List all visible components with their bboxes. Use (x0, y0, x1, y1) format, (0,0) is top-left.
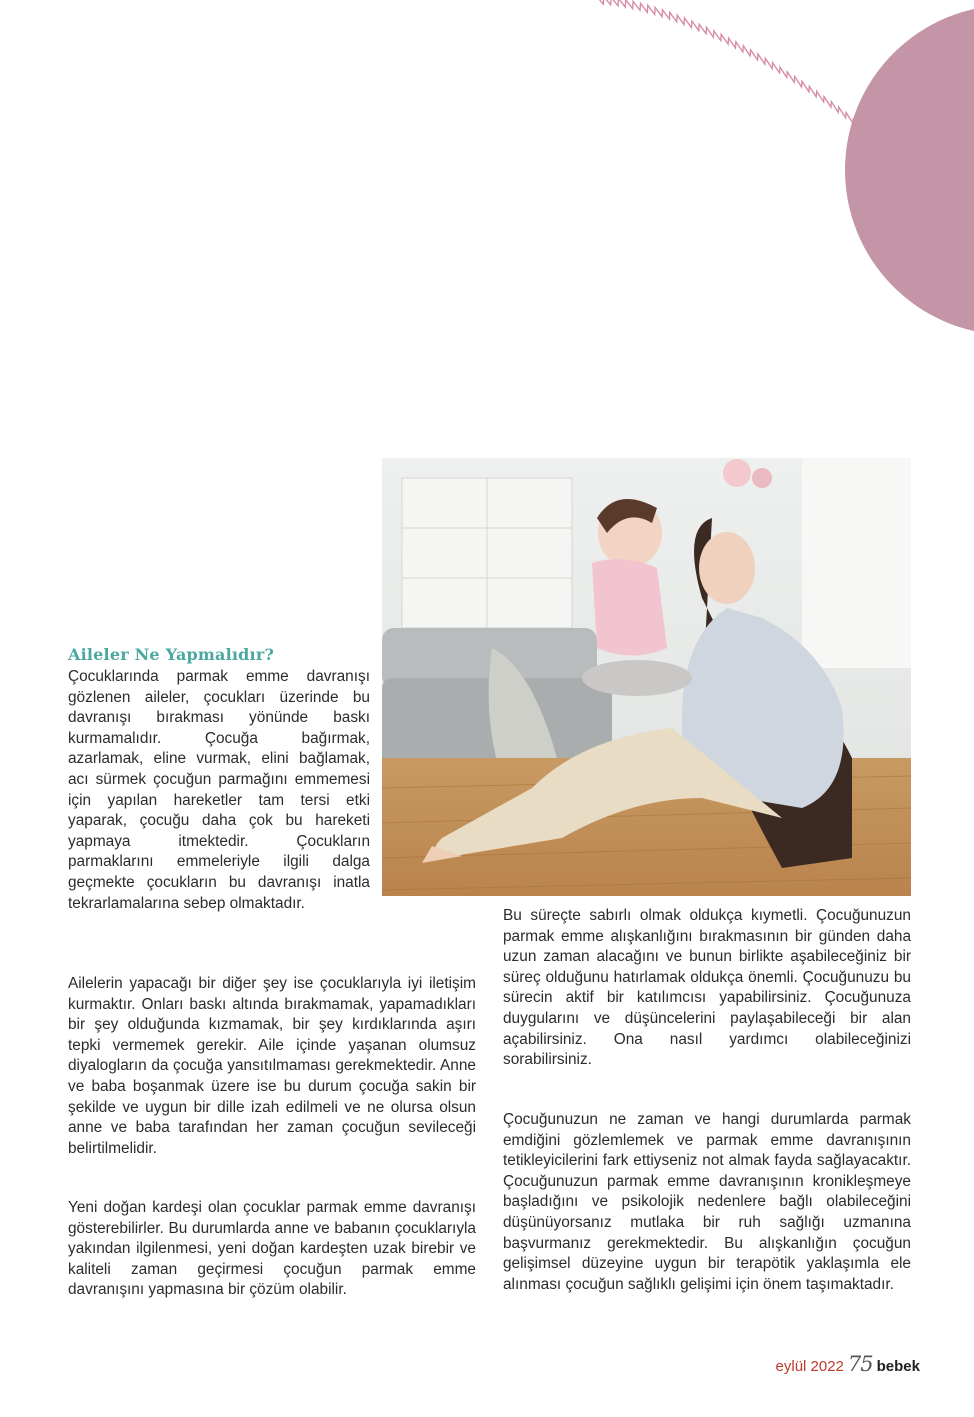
mother-and-child-photo (382, 458, 911, 896)
zigzag-line-decoration (596, 0, 853, 123)
magazine-name: bebek (876, 1358, 920, 1375)
left-column-paragraph-2: Ailelerin yapacağı bir diğer şey ise çocuklarıyla iyi iletişim kurmaktır. Onları baskı altında bırakmamak, yapamadıkları bir şey olduğunda kızmamak, bir şey kırdıklarında aşırı tepki vermemek gerekir. Aile içinde yaşanan olumsuz diyalogların da çocuğa yansıtılmaması gerekmektedir. Anne ve baba boşanmak üzere ise bu durum çocuğa sakin bir şekilde ve uygun bir dille izah edilmeli ve ne olursa olsun anne ve baba tarafından her zaman çocuğun sevileceği belirtilmelidir. (68, 975, 476, 1157)
issue-date: eylül 2022 (775, 1358, 844, 1375)
page-footer (740, 1352, 920, 1376)
right-column-paragraph-1: Bu süreçte sabırlı olmak oldukça kıymetli. Çocuğunuzun parmak emme alışkanlığını bırakmasının bir günden daha uzun zaman alacağını ve bunun birlikte aşabileceğiniz bir süreç olduğunu hatırlamak oldukça önemli. Çocuğunuzu bu sürecin aktif bir katılımcısı yapabilirsiniz. Çocuğunuza duygularını ve düşüncelerini paylaşabileceği bir alan açabilirsiniz. Ona nasıl yardımcı olabileceğinizi sorabilirsiniz. (503, 907, 911, 1069)
section-heading: Aileler Ne Yapmalıdır? (68, 645, 275, 664)
right-column-paragraph-2: Çocuğunuzun ne zaman ve hangi durumlarda parmak emdiğini gözlemlemek ve parmak emme davranışının tetikleyicilerini fark ettiyseniz not almak fayda sağlayacaktır. Çocuğunuzun parmak emme davranışının kronikleşmeye başladığını ve psikolojik nedenlere bağlı olabileceğini düşünüyorsanız mutlaka bir ruh sağlığı uzmanına başvurmanız gerekmektedir. Bu alışkanlığın çocuğun gelişimsel düzeyine uygun bir terapötik yaklaşımla ele alınması çocuğun sağlıklı gelişimi için önem taşımaktadır. (503, 1111, 911, 1293)
left-column-paragraph-1: Çocuklarında parmak emme davranışı gözlenen aileler, çocukları üzerinde bu davranışı bırakması yönünde baskı kurmamalıdır. Çocuğa bağırmak, azarlamak, eline vurmak, elini bağlamak, acı sürmek çocuğun parmağını emmemesi için yapılan hareketler tam tersi etki yaparak, çocuğu daha çok bu hareketi yapmaya itmektedir. Çocukların parmaklarını emmeleriyle ilgili dalga geçmekte çocukların bu davranışı inatla tekrarlamalarına sebep olmaktadır. (68, 668, 370, 912)
page-number: 75 (847, 1352, 873, 1376)
left-column-paragraph-3: Yeni doğan kardeşi olan çocuklar parmak emme davranışı gösterebilirler. Bu durumlarda anne ve babanın çocuklarıyla yakından ilgilenmesi, yeni doğan kardeşten uzak birebir ve kaliteli zaman geçirmesi çocuğun parmak emme davranışını yapmasına bir çözüm olabilir. (68, 1199, 476, 1299)
mauve-circle-decoration (845, 5, 974, 335)
decorative-corner-graphic (0, 0, 974, 360)
